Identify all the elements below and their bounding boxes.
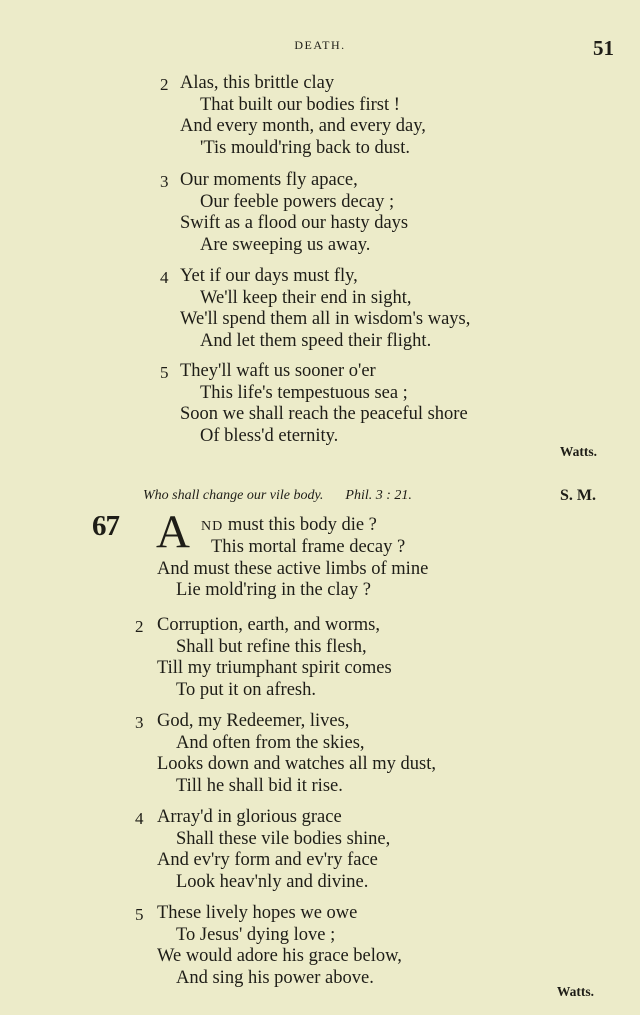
hymn-subtitle: [143, 488, 412, 504]
verse-line: To Jesus' dying love ;: [176, 924, 336, 945]
verse-line: Soon we shall reach the peaceful shore: [180, 404, 468, 425]
verse-line: Alas, this brittle clay: [180, 73, 335, 93]
verse-line: And ev'ry form and ev'ry face: [157, 850, 378, 871]
stanza-number: 4: [135, 809, 144, 828]
first-line: [201, 515, 377, 537]
verse-line: Yet if our days must fly,: [180, 266, 358, 286]
subtitle-text: Who shall change our vile body.: [143, 488, 324, 503]
first-line-smallcaps: ND: [201, 519, 224, 534]
stanza-number: 3: [135, 713, 144, 732]
verse-line: 'Tis mould'ring back to dust.: [200, 138, 411, 159]
verse-line: God, my Redeemer, lives,: [157, 711, 350, 731]
verse-line: Lie mold'ring in the clay ?: [176, 580, 371, 600]
verse-line: This mortal frame decay ?: [211, 537, 406, 557]
verse-line: Swift as a flood our hasty days: [180, 213, 409, 234]
verse-line: Our feeble powers decay ;: [200, 191, 395, 212]
verse-line: And every month, and every day,: [180, 116, 426, 137]
verse-line: Till my triumphant spirit comes: [157, 658, 392, 679]
attribution-watts-2: Watts.: [556, 984, 594, 999]
verse-line: Array'd in glorious grace: [157, 807, 342, 827]
verse-line: We would adore his grace below,: [157, 946, 402, 967]
verse-line: Our moments fly apace,: [180, 170, 358, 190]
verse-line: Look heav'nly and divine.: [176, 872, 369, 893]
hymn-number: 67: [92, 510, 119, 542]
verse-line: And must these active limbs of mine: [157, 559, 429, 579]
attribution-watts-1: Watts.: [559, 444, 597, 459]
verse-line: That built our bodies first !: [200, 94, 400, 115]
stanza-number: 5: [160, 363, 169, 382]
verse-line: Of bless'd eternity.: [200, 426, 339, 447]
verse-line: And sing his power above.: [176, 968, 374, 989]
verse-line: This life's tempestuous sea ;: [200, 382, 408, 403]
verse-line: Till he shall bid it rise.: [176, 776, 343, 797]
verse-line: Looks down and watches all my dust,: [157, 754, 436, 775]
stanza-number: 4: [160, 268, 169, 287]
verse-line: To put it on afresh.: [176, 680, 316, 701]
verse-line: These lively hopes we owe: [157, 903, 358, 923]
page-number: 51: [593, 36, 614, 60]
stanza-number: 2: [160, 75, 169, 94]
running-header: DEATH.: [294, 38, 346, 52]
verse-line: Shall these vile bodies shine,: [176, 828, 391, 849]
verse-line: And let them speed their flight.: [200, 331, 432, 352]
verse-line: Are sweeping us away.: [200, 235, 371, 256]
verse-line: Corruption, earth, and worms,: [157, 615, 380, 635]
scripture-reference: Phil. 3 : 21.: [345, 488, 412, 503]
verse-line: They'll waft us sooner o'er: [180, 361, 376, 381]
hymn-meter: S. M.: [560, 487, 596, 504]
verse-line: We'll spend them all in wisdom's ways,: [180, 309, 471, 330]
verse-line: We'll keep their end in sight,: [200, 287, 412, 308]
stanza-number: 5: [135, 905, 144, 924]
stanza-number: 2: [135, 617, 144, 636]
verse-line: And often from the skies,: [176, 732, 365, 753]
verse-line: Shall but refine this flesh,: [176, 636, 367, 657]
first-line-tail: must this body die ?: [223, 515, 377, 535]
drop-cap: A: [156, 506, 190, 558]
stanza-number: 3: [160, 172, 169, 191]
